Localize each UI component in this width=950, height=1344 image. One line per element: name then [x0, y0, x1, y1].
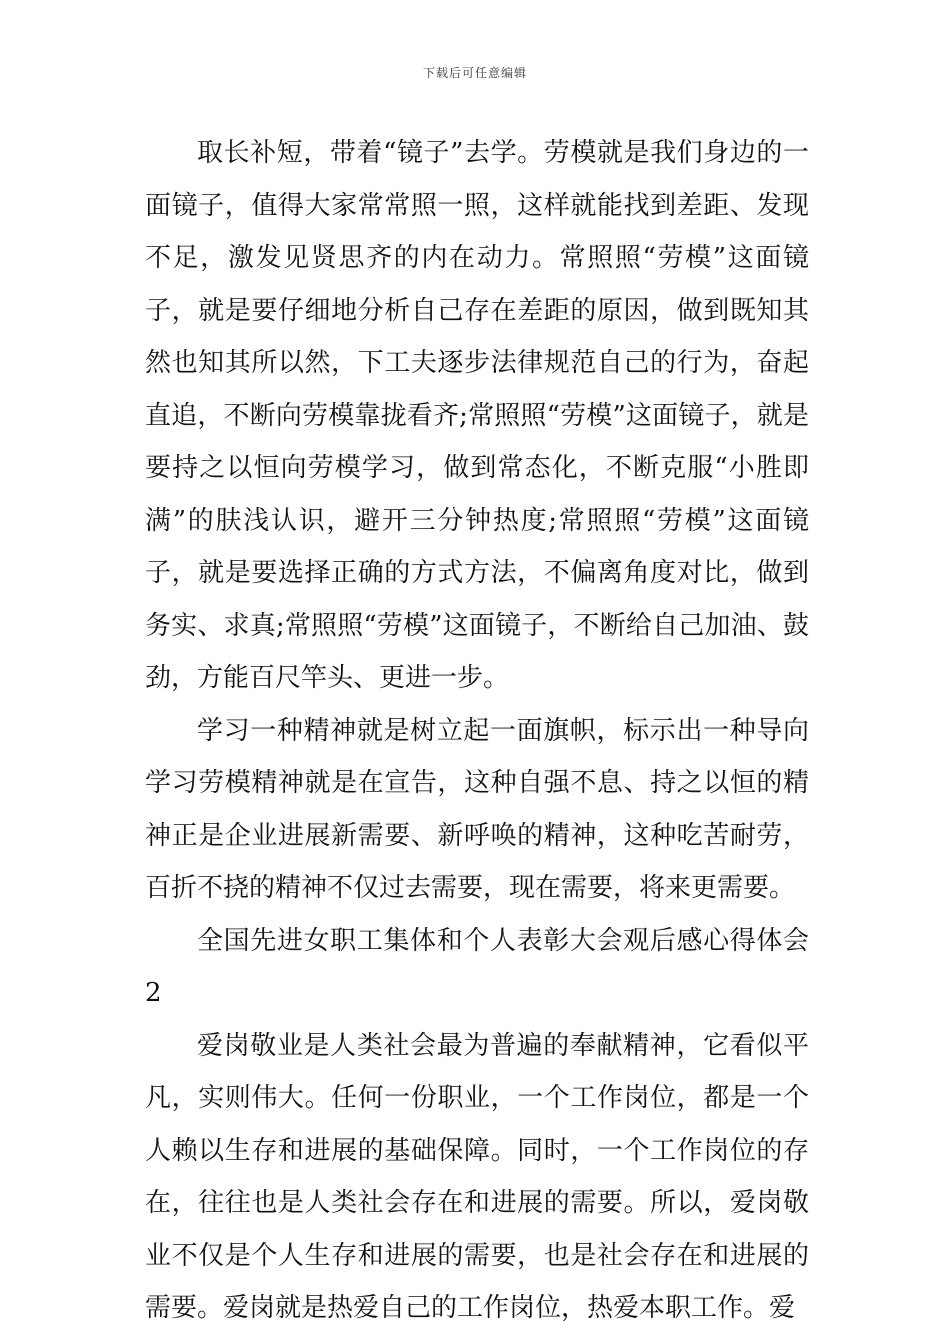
document-body [145, 127, 809, 1335]
paragraph-dedication: 爱岗敬业是人类社会最为普遍的奉献精神，它看似平凡，实则伟大。任何一份职业，一个工作岗位，都是一个人赖以生存和进展的基础保障。同时，一个工作岗位的存在，往往也是人类社会存在和进展的需要。所以，爱岗敬业不仅是个人生存和进展的需要，也是社会存在和进展的需要。爱岗就是热爱自己的工作岗位，热爱本职工作。爱 [145, 1030, 809, 1323]
paragraph-mirror-learning: 取长补短，带着“镜子”去学。劳模就是我们身边的一面镜子，值得大家常常照一照，这样就能找到差距、发现不足，激发见贤思齐的内在动力。常照照“劳模”这面镜子，就是要仔细地分析自己存在差距的原因，做到既知其然也知其所以然，下工夫逐步法律规范自己的行为，奋起直追，不断向劳模靠拢看齐;常照照“劳模”这面镜子，就是要持之以恒向劳模学习，做到常态化，不断克服“小胜即满”的肤浅认识，避开三分钟热度;常照照“劳模”这面镜子，就是要选择正确的方式方法，不偏离角度对比，做到务实、求真;常照照“劳模”这面镜子，不断给自己加油、鼓劲，方能百尺竿头、更进一步。 [145, 138, 809, 693]
page-header-note: 下载后可任意编辑 [422, 66, 527, 80]
paragraph-spirit-banner: 学习一种精神就是树立起一面旗帜，标示出一种导向学习劳模精神就是在宣告，这种自强不息、持之以恒的精神正是企业进展新需要、新呼唤的精神，这种吃苦耐劳，百折不挠的精神不仅过去需要，现在需要，将来更需要。 [145, 715, 809, 903]
section-heading: 全国先进女职工集体和个人表彰大会观后感心得体会2 [145, 925, 809, 1008]
